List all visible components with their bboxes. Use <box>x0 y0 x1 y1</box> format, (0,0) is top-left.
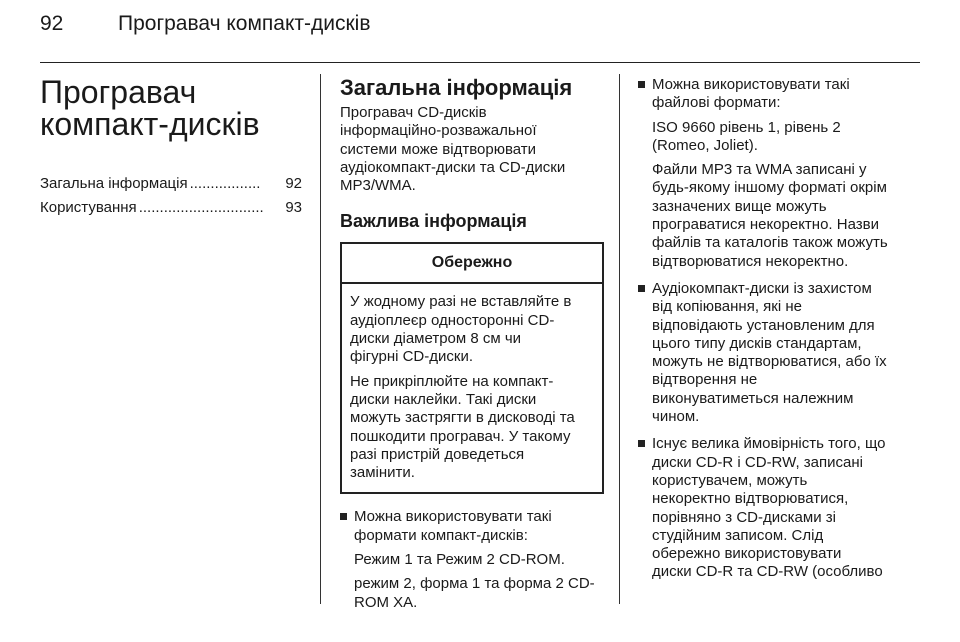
caution-paragraph: У жодному разі не вставляйте в аудіоплеєр односторонні CD- диски діаметром 8 см чи фігурні CD-диски. <box>350 293 572 366</box>
bullet-text: Існує велика ймовірність того, що диски CD-R і CD-RW, записані користувачем, можуть некоректно відтворюватися, порівняно з CD-дисками зі студійним записом. Слід обережно використовувати диски CD-R та CD-RW (особливо <box>652 435 886 581</box>
running-title: Програвач компакт-дисків <box>118 12 371 35</box>
bullet-text: Можна використовувати такі формати компакт-дисків: <box>354 508 552 544</box>
bullet-cd-formats <box>340 508 602 611</box>
bullet-subitem: режим 2, форма 1 та форма 2 CD- ROM XA. <box>354 575 595 611</box>
bullet-text: Аудіокомпакт-диски із захистом від копіювання, які не відповідають установленим для цього типу дисків стандартам, можуть не відтворюватися, або їх відтворення не виконуватиметься належним чином. <box>652 279 887 426</box>
bullet-subitem: ISO 9660 рівень 1, рівень 2 (Romeo, Joliet). <box>652 118 841 154</box>
chapter-title <box>40 76 302 140</box>
formats-column <box>638 76 906 591</box>
bullet-square-icon <box>638 440 645 447</box>
toc-label: Загальна інформація <box>40 175 188 192</box>
header-rule <box>40 62 920 63</box>
toc-page: 92 <box>285 175 302 192</box>
table-of-contents <box>40 172 302 220</box>
section-title: Загальна інформація <box>340 75 573 100</box>
bullet-file-formats <box>638 76 906 271</box>
toc-label: Користування <box>40 199 137 216</box>
general-info-column <box>340 76 602 619</box>
text-line: інформаційно-розважальної <box>340 122 537 140</box>
text-line: MP3/WMA. <box>340 177 416 195</box>
subsection-title: Важлива інформація <box>340 211 527 232</box>
bullet-cdr-cdrw <box>638 435 906 581</box>
page-number: 92 <box>40 12 64 35</box>
bullet-subitem: Режим 1 та Режим 2 CD-ROM. <box>354 551 565 569</box>
intro-paragraph <box>340 104 602 195</box>
toc-leader: ................. <box>189 175 261 192</box>
caution-heading: Обережно <box>342 244 602 284</box>
chapter-title-line: компакт-дисків <box>40 106 260 142</box>
chapter-column <box>40 76 302 220</box>
bullet-square-icon <box>638 285 645 292</box>
toc-leader: .............................. <box>138 199 264 216</box>
page-header <box>40 12 371 36</box>
bullet-text: Можна використовувати такі файлові формати: <box>652 76 850 112</box>
bullet-subitem: Файли MP3 та WMA записані у будь-якому іншому форматі окрім зазначених вище можуть програватися некоректно. Назви файлів та каталогів також можуть відтворюватися некоректно. <box>652 161 888 270</box>
text-line: Програвач CD-дисків <box>340 104 487 121</box>
toc-entry-general[interactable] <box>40 172 302 196</box>
column-divider-2 <box>619 74 620 604</box>
toc-page: 93 <box>285 199 302 216</box>
bullet-square-icon <box>340 513 347 520</box>
toc-entry-usage[interactable] <box>40 196 302 220</box>
caution-box <box>340 242 604 494</box>
bullet-copy-protected <box>638 280 906 426</box>
caution-paragraph: Не прикріплюйте на компакт- диски наклейки. Такі диски можуть застрягти в дисководі та пошкодити програвач. У такому разі пристрій доведеться замінити. <box>350 372 575 482</box>
caution-body <box>342 284 602 492</box>
bullet-square-icon <box>638 81 645 88</box>
column-divider-1 <box>320 74 321 604</box>
chapter-title-line: Програвач <box>40 74 197 110</box>
text-line: системи може відтворювати <box>340 140 537 158</box>
text-line: аудіокомпакт-диски та CD-диски <box>340 158 566 176</box>
